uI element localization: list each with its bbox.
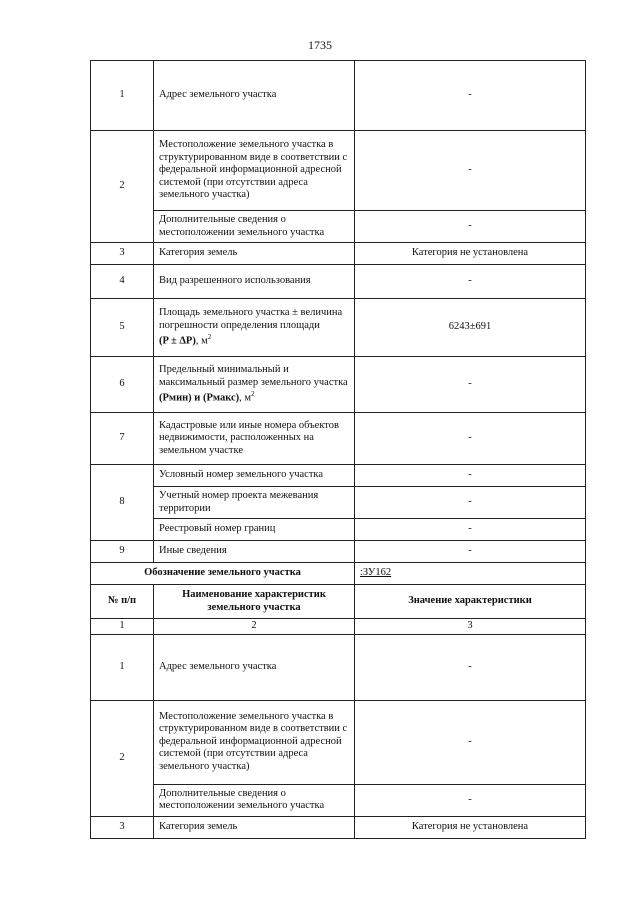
characteristic-value: - <box>355 413 586 465</box>
characteristic-value: - <box>355 357 586 413</box>
column-index: 1 <box>91 619 154 635</box>
characteristic-value: - <box>355 634 586 700</box>
characteristic-value: - <box>355 131 586 211</box>
table-row <box>91 519 586 541</box>
characteristic-value: - <box>355 700 586 784</box>
name-text: Площадь земельного участка ± величина погрешности определения площади <box>159 307 343 331</box>
row-number: 7 <box>91 413 154 465</box>
table-row <box>91 634 586 700</box>
header-row <box>91 585 586 619</box>
table-row <box>91 265 586 299</box>
column-index-row <box>91 619 586 635</box>
header-num: № п/п <box>91 585 154 619</box>
name-unit: , м <box>195 335 208 347</box>
column-index: 3 <box>355 619 586 635</box>
row-number: 2 <box>91 131 154 243</box>
table-row <box>91 131 586 211</box>
land-plot-table <box>90 60 586 839</box>
characteristic-name: Условный номер земельного участка <box>154 465 355 487</box>
characteristic-name: Вид разрешенного использования <box>154 265 355 299</box>
characteristic-name: Дополнительные сведения о местоположении земельного участка <box>154 784 355 816</box>
name-unit: , м <box>239 392 252 404</box>
row-number: 2 <box>91 700 154 816</box>
designation-row <box>91 563 586 585</box>
table-row <box>91 243 586 265</box>
characteristic-name: Кадастровые или иные номера объектов недвижимости, расположенных на земельном участке <box>154 413 355 465</box>
designation-label: Обозначение земельного участка <box>91 563 355 585</box>
characteristic-value: - <box>355 487 586 519</box>
column-index: 2 <box>154 619 355 635</box>
table-row <box>91 816 586 838</box>
characteristic-name: Категория земель <box>154 243 355 265</box>
header-value: Значение характеристики <box>355 585 586 619</box>
characteristic-name: Реестровый номер границ <box>154 519 355 541</box>
characteristic-value: - <box>355 519 586 541</box>
characteristic-value: - <box>355 211 586 243</box>
characteristic-name: Дополнительные сведения о местоположении земельного участка <box>154 211 355 243</box>
table-row <box>91 413 586 465</box>
characteristic-value: - <box>355 465 586 487</box>
table-row <box>91 211 586 243</box>
characteristic-name: Местоположение земельного участка в структурированном виде в соответствии с федеральной информационной адресной системой (при отсутствии адреса земельного участка) <box>154 131 355 211</box>
table-row <box>91 700 586 784</box>
characteristic-name: Адрес земельного участка <box>154 634 355 700</box>
row-number: 4 <box>91 265 154 299</box>
table-row <box>91 357 586 413</box>
characteristic-name: Адрес земельного участка <box>154 61 355 131</box>
table-row <box>91 61 586 131</box>
row-number: 9 <box>91 541 154 563</box>
characteristic-name: Категория земель <box>154 816 355 838</box>
row-number: 1 <box>91 634 154 700</box>
page-number: 1735 <box>308 38 332 52</box>
characteristic-value: Категория не установлена <box>355 243 586 265</box>
designation-value: :ЗУ162 <box>355 563 586 585</box>
characteristic-name <box>154 357 355 413</box>
row-number: 8 <box>91 465 154 541</box>
row-number: 3 <box>91 816 154 838</box>
characteristic-value: 6243±691 <box>355 299 586 357</box>
row-number: 3 <box>91 243 154 265</box>
table-row <box>91 487 586 519</box>
characteristic-value: - <box>355 784 586 816</box>
unit-superscript: 2 <box>207 332 212 341</box>
name-formula: (P ± ΔP) <box>159 335 196 347</box>
characteristic-value: Категория не установлена <box>355 816 586 838</box>
header-name: Наименование характеристик земельного участка <box>154 585 355 619</box>
row-number: 6 <box>91 357 154 413</box>
characteristic-name: Иные сведения <box>154 541 355 563</box>
table-row <box>91 784 586 816</box>
characteristic-name: Учетный номер проекта межевания территории <box>154 487 355 519</box>
characteristic-name: Местоположение земельного участка в структурированном виде в соответствии с федеральной информационной адресной системой (при отсутствии адреса земельного участка) <box>154 700 355 784</box>
row-number: 5 <box>91 299 154 357</box>
table-row <box>91 299 586 357</box>
name-text: Предельный минимальный и максимальный размер земельного участка <box>159 364 348 388</box>
row-number: 1 <box>91 61 154 131</box>
characteristic-name <box>154 299 355 357</box>
characteristic-value: - <box>355 265 586 299</box>
characteristic-value: - <box>355 61 586 131</box>
unit-superscript: 2 <box>251 389 255 398</box>
name-formula: (Рмин) и (Рмакс) <box>159 392 240 404</box>
table-row <box>91 541 586 563</box>
table-row <box>91 465 586 487</box>
characteristic-value: - <box>355 541 586 563</box>
